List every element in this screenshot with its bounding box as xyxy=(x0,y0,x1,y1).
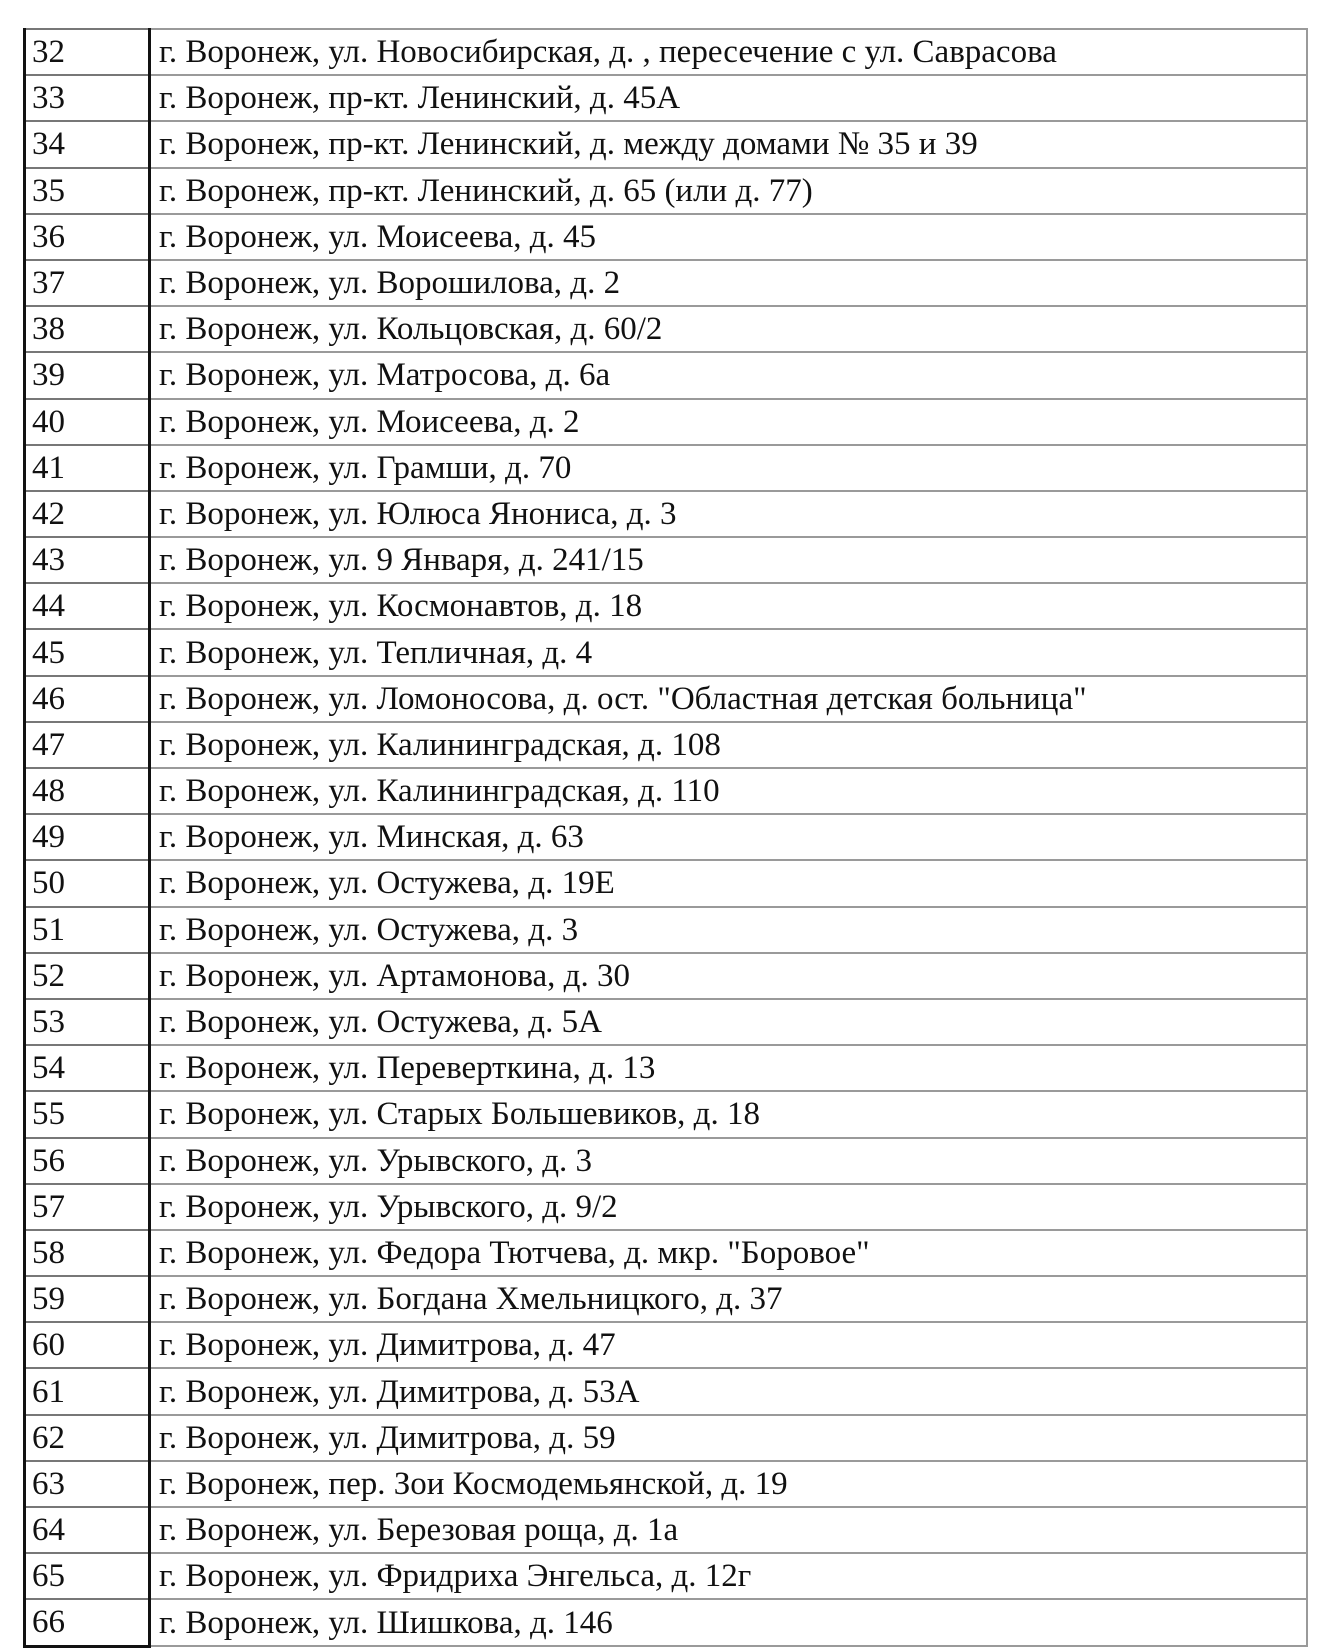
row-number-cell: 60 xyxy=(25,1322,150,1368)
address-cell: г. Воронеж, пер. Зои Космодемьянской, д. 19 xyxy=(150,1461,1308,1507)
address-cell: г. Воронеж, ул. Космонавтов, д. 18 xyxy=(150,583,1308,629)
row-number-cell: 56 xyxy=(25,1138,150,1184)
row-number-cell: 36 xyxy=(25,214,150,260)
address-cell: г. Воронеж, ул. Новосибирская, д. , пересечение с ул. Саврасова xyxy=(150,29,1308,75)
address-cell: г. Воронеж, ул. Шишкова, д. 146 xyxy=(150,1599,1308,1646)
table-row xyxy=(25,29,1308,75)
address-cell: г. Воронеж, ул. Березовая роща, д. 1а xyxy=(150,1507,1308,1553)
row-number-cell: 37 xyxy=(25,260,150,306)
table-row xyxy=(25,1230,1308,1276)
table-row xyxy=(25,1138,1308,1184)
row-number-cell: 38 xyxy=(25,306,150,352)
address-cell: г. Воронеж, ул. Моисеева, д. 45 xyxy=(150,214,1308,260)
address-cell: г. Воронеж, ул. Грамши, д. 70 xyxy=(150,445,1308,491)
address-cell: г. Воронеж, ул. Моисеева, д. 2 xyxy=(150,399,1308,445)
row-number-cell: 33 xyxy=(25,75,150,121)
address-cell: г. Воронеж, ул. Юлюса Янониса, д. 3 xyxy=(150,491,1308,537)
row-number-cell: 39 xyxy=(25,352,150,398)
address-cell: г. Воронеж, ул. Матросова, д. 6а xyxy=(150,352,1308,398)
address-cell: г. Воронеж, ул. Фридриха Энгельса, д. 12г xyxy=(150,1553,1308,1599)
row-number-cell: 57 xyxy=(25,1184,150,1230)
table-row xyxy=(25,75,1308,121)
table-row xyxy=(25,260,1308,306)
table-row xyxy=(25,1276,1308,1322)
table-row xyxy=(25,907,1308,953)
table-row xyxy=(25,1184,1308,1230)
row-number-cell: 41 xyxy=(25,445,150,491)
address-cell: г. Воронеж, ул. Старых Большевиков, д. 18 xyxy=(150,1091,1308,1137)
address-cell: г. Воронеж, ул. Ломоносова, д. ост. "Областная детская больница" xyxy=(150,676,1308,722)
row-number-cell: 54 xyxy=(25,1045,150,1091)
address-cell: г. Воронеж, ул. 9 Января, д. 241/15 xyxy=(150,537,1308,583)
row-number-cell: 43 xyxy=(25,537,150,583)
table-row xyxy=(25,1507,1308,1553)
row-number-cell: 34 xyxy=(25,121,150,167)
table-row xyxy=(25,814,1308,860)
table-row xyxy=(25,629,1308,675)
row-number-cell: 59 xyxy=(25,1276,150,1322)
address-cell: г. Воронеж, ул. Урывского, д. 9/2 xyxy=(150,1184,1308,1230)
row-number-cell: 51 xyxy=(25,907,150,953)
address-cell: г. Воронеж, ул. Остужева, д. 19Е xyxy=(150,860,1308,906)
row-number-cell: 40 xyxy=(25,399,150,445)
row-number-cell: 65 xyxy=(25,1553,150,1599)
row-number-cell: 48 xyxy=(25,768,150,814)
table-row xyxy=(25,768,1308,814)
row-number-cell: 35 xyxy=(25,168,150,214)
table-row xyxy=(25,583,1308,629)
table-row xyxy=(25,445,1308,491)
table-row xyxy=(25,214,1308,260)
table-row xyxy=(25,1553,1308,1599)
row-number-cell: 64 xyxy=(25,1507,150,1553)
row-number-cell: 46 xyxy=(25,676,150,722)
row-number-cell: 62 xyxy=(25,1415,150,1461)
table-row xyxy=(25,1045,1308,1091)
row-number-cell: 66 xyxy=(25,1599,150,1646)
address-cell: г. Воронеж, пр-кт. Ленинский, д. 65 (или д. 77) xyxy=(150,168,1308,214)
row-number-cell: 44 xyxy=(25,583,150,629)
address-cell: г. Воронеж, пр-кт. Ленинский, д. 45А xyxy=(150,75,1308,121)
address-table-body xyxy=(25,29,1308,1646)
address-cell: г. Воронеж, ул. Димитрова, д. 47 xyxy=(150,1322,1308,1368)
table-row xyxy=(25,1599,1308,1646)
address-cell: г. Воронеж, ул. Ворошилова, д. 2 xyxy=(150,260,1308,306)
address-cell: г. Воронеж, ул. Переверткина, д. 13 xyxy=(150,1045,1308,1091)
table-row xyxy=(25,1415,1308,1461)
table-row xyxy=(25,860,1308,906)
address-cell: г. Воронеж, ул. Кольцовская, д. 60/2 xyxy=(150,306,1308,352)
address-cell: г. Воронеж, ул. Богдана Хмельницкого, д. 37 xyxy=(150,1276,1308,1322)
row-number-cell: 42 xyxy=(25,491,150,537)
table-row xyxy=(25,999,1308,1045)
row-number-cell: 55 xyxy=(25,1091,150,1137)
address-cell: г. Воронеж, ул. Федора Тютчева, д. мкр. "Боровое" xyxy=(150,1230,1308,1276)
address-cell: г. Воронеж, ул. Минская, д. 63 xyxy=(150,814,1308,860)
row-number-cell: 47 xyxy=(25,722,150,768)
address-cell: г. Воронеж, ул. Урывского, д. 3 xyxy=(150,1138,1308,1184)
row-number-cell: 49 xyxy=(25,814,150,860)
address-cell: г. Воронеж, ул. Остужева, д. 5А xyxy=(150,999,1308,1045)
row-number-cell: 32 xyxy=(25,29,150,75)
table-row xyxy=(25,1368,1308,1414)
table-row xyxy=(25,352,1308,398)
row-number-cell: 61 xyxy=(25,1368,150,1414)
address-cell: г. Воронеж, пр-кт. Ленинский, д. между домами № 35 и 39 xyxy=(150,121,1308,167)
address-cell: г. Воронеж, ул. Артамонова, д. 30 xyxy=(150,953,1308,999)
table-row xyxy=(25,1322,1308,1368)
address-cell: г. Воронеж, ул. Остужева, д. 3 xyxy=(150,907,1308,953)
row-number-cell: 53 xyxy=(25,999,150,1045)
row-number-cell: 63 xyxy=(25,1461,150,1507)
table-row xyxy=(25,121,1308,167)
row-number-cell: 50 xyxy=(25,860,150,906)
table-row xyxy=(25,306,1308,352)
row-number-cell: 45 xyxy=(25,629,150,675)
table-row xyxy=(25,491,1308,537)
table-row xyxy=(25,399,1308,445)
address-list-sheet xyxy=(23,28,1308,1648)
address-cell: г. Воронеж, ул. Калининградская, д. 110 xyxy=(150,768,1308,814)
table-row xyxy=(25,1461,1308,1507)
address-cell: г. Воронеж, ул. Калининградская, д. 108 xyxy=(150,722,1308,768)
address-table xyxy=(23,28,1308,1648)
table-row xyxy=(25,722,1308,768)
row-number-cell: 58 xyxy=(25,1230,150,1276)
row-number-cell: 52 xyxy=(25,953,150,999)
table-row xyxy=(25,1091,1308,1137)
table-row xyxy=(25,953,1308,999)
table-row xyxy=(25,676,1308,722)
address-cell: г. Воронеж, ул. Тепличная, д. 4 xyxy=(150,629,1308,675)
table-row xyxy=(25,168,1308,214)
address-cell: г. Воронеж, ул. Димитрова, д. 53А xyxy=(150,1368,1308,1414)
table-row xyxy=(25,537,1308,583)
address-cell: г. Воронеж, ул. Димитрова, д. 59 xyxy=(150,1415,1308,1461)
